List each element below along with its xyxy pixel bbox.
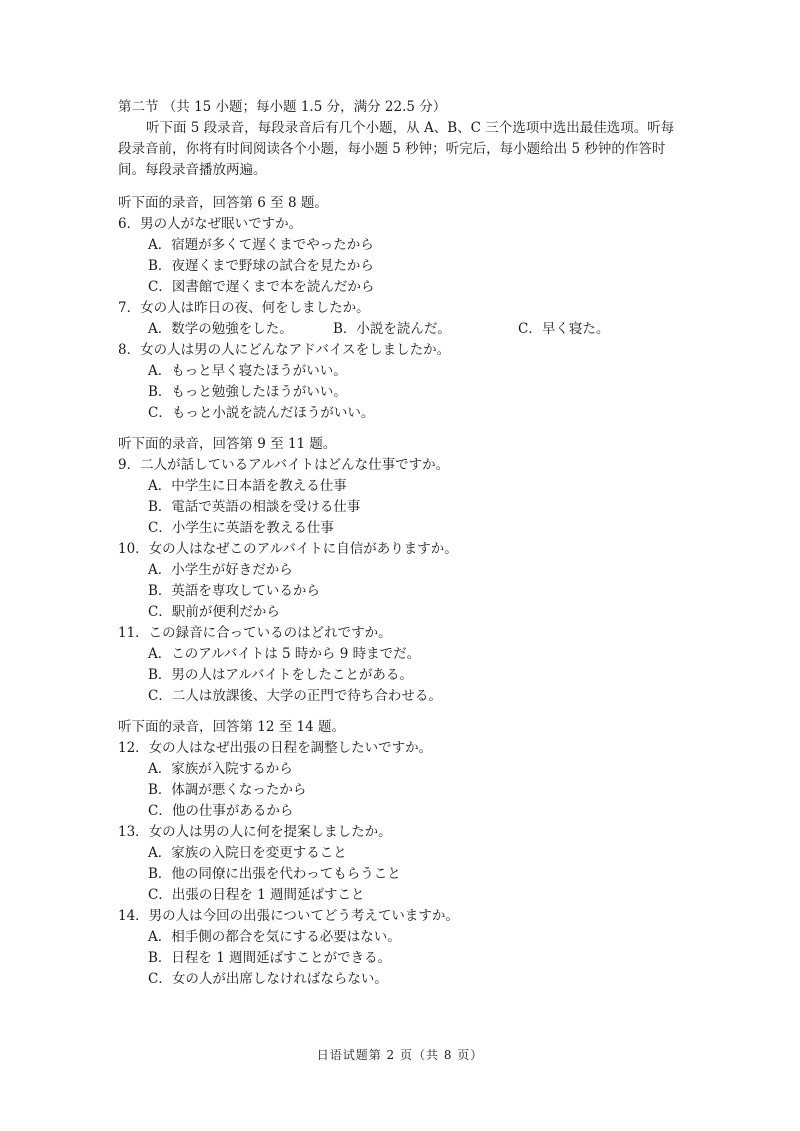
option-a: A．相手側の都合を気にする必要はない。 [148, 929, 401, 945]
question-stem: 6．男の人がなぜ眠いですか。 [118, 216, 303, 232]
option-b: B．日程を 1 週間延ばすことができる。 [148, 950, 392, 966]
exam-content [118, 97, 718, 990]
instructions-line-2: 段录音前，你将有时间阅读各个小题，每小题 5 秒钟；听完后，每小题给出 5 秒钟的作答时 [118, 141, 666, 157]
option-b: B．英語を専攻しているから [148, 583, 320, 599]
option-a: A．もっと早く寝たほうがいい。 [148, 363, 347, 379]
option-c: C．図書館で遅くまで本を読んだから [148, 279, 375, 295]
option-c: C．駅前が便利だから [148, 604, 280, 620]
option-b: B．小説を読んだ。 [333, 321, 451, 337]
question-stem: 10．女の人はなぜこのアルバイトに自信がありますか。 [118, 541, 458, 557]
option-c: C．早く寝た。 [518, 321, 610, 337]
question-stem: 14．男の人は今回の出張についてどう考えていますか。 [118, 908, 459, 924]
options-row [118, 319, 718, 340]
option-c: C．もっと小説を読んだほうがいい。 [148, 405, 375, 421]
option-c: C．小学生に英語を教える仕事 [148, 520, 334, 536]
option-b: B．夜遅くまで野球の試合を見たから [148, 258, 374, 274]
option-a: A．家族が入院するから [148, 761, 293, 777]
instructions-line-3: 间。每段录音播放两遍。 [118, 162, 267, 178]
question-stem: 9．二人が話しているアルバイトはどんな仕事ですか。 [118, 457, 450, 473]
question-stem: 8．女の人は男の人にどんなアドバイスをしましたか。 [118, 342, 451, 358]
option-a: A．数学の勉強をした。 [148, 321, 293, 337]
option-c: C．出張の日程を 1 週間延ばすこと [148, 887, 365, 903]
option-b: B．電話で英語の相談を受ける仕事 [148, 499, 361, 515]
option-b: B．もっと勉強したほうがいい。 [148, 384, 347, 400]
group-heading: 听下面的录音，回答第 12 至 14 题。 [118, 719, 346, 735]
option-c: C．女の人が出席しなければならない。 [148, 971, 388, 987]
page-footer: 日语试题第 2 页（共 8 页） [316, 1048, 484, 1062]
option-c: C．他の仕事があるから [148, 803, 294, 819]
section-header: 第二节 （共 15 小题；每小题 1.5 分，满分 22.5 分） [118, 99, 447, 115]
group-heading: 听下面的录音，回答第 6 至 8 题。 [118, 195, 328, 211]
question-stem: 11．この録音に合っているのはどれですか。 [118, 625, 392, 641]
question-stem: 7．女の人は昨日の夜、何をしましたか。 [118, 300, 370, 316]
instructions-line-1: 听下面 5 段录音，每段录音后有几个小题，从 A、B、C 三个选项中选出最佳选项。听每 [146, 120, 675, 136]
option-a: A．中学生に日本語を教える仕事 [148, 478, 347, 494]
question-stem: 12．女の人はなぜ出張の日程を調整したいですか。 [118, 740, 433, 756]
option-a: A．家族の入院日を変更すること [148, 845, 347, 861]
option-a: A．このアルバイトは 5 時から 9 時までだ。 [148, 646, 421, 662]
option-a: A．小学生が好きだから [148, 562, 293, 578]
group-heading: 听下面的录音，回答第 9 至 11 题。 [118, 436, 337, 452]
option-a: A．宿題が多くて遅くまでやったから [148, 237, 374, 253]
option-c: C．二人は放課後、大学の正門で待ち合わせる。 [148, 688, 442, 704]
question-stem: 13．女の人は男の人に何を提案しましたか。 [118, 824, 392, 840]
option-b: B．体調が悪くなったから [148, 782, 307, 798]
option-b: B．他の同僚に出張を代わってもらうこと [148, 866, 401, 882]
option-b: B．男の人はアルバイトをしたことがある。 [148, 667, 413, 683]
